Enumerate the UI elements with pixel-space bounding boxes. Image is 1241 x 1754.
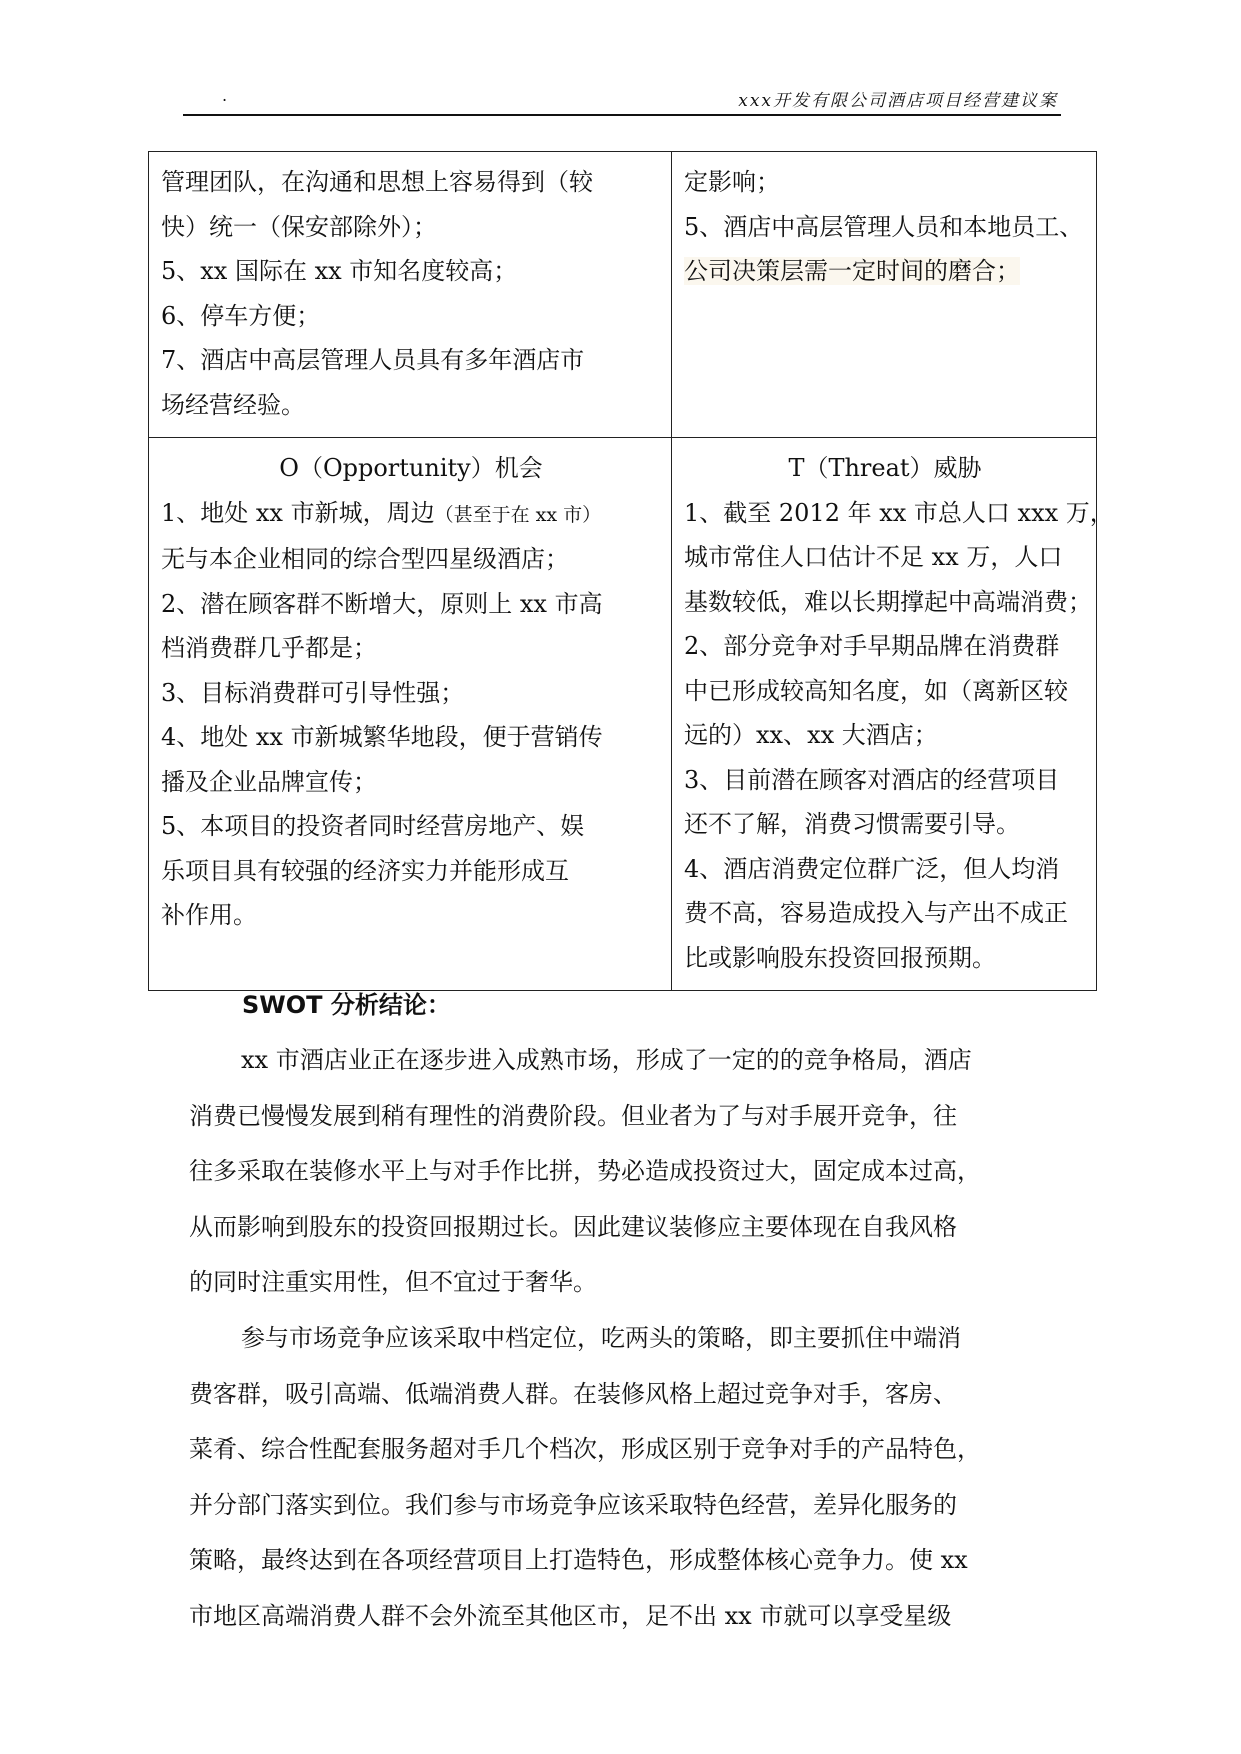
document-header-title: xxx开发有限公司酒店项目经营建议案 [738,91,1058,111]
paragraph-line: 往多采取在装修水平上与对手作比拼，势必造成投资过大，固定成本过高， [189,1157,981,1186]
strength-line: 5、xx 国际在 xx 市知名度较高； [161,257,518,285]
threat-line: 4、酒店消费定位群广泛，但人均消 [684,854,1060,883]
swot-table [148,151,1114,991]
weakness-line: 5、酒店中高层管理人员和本地员工、 [684,212,1084,241]
threat-line: 费不高，容易造成投入与产出不成正 [684,899,1068,927]
threat-line: 3、目前潜在顾客对酒店的经营项目 [684,765,1060,794]
opportunity-line: 2、潜在顾客群不断增大，原则上 xx 市高 [161,589,603,618]
opportunity-heading: O（Opportunity）机会 [279,454,543,482]
paragraph-line: 菜肴、综合性配套服务超对手几个档次，形成区别于竞争对手的产品特色， [189,1435,981,1464]
paragraph-line: 费客群，吸引高端、低端消费人群。在装修风格上超过竞争对手，客房、 [189,1379,957,1408]
opportunity-line-main: 1、地处 xx 市新城，周边 [161,498,435,527]
threat-line: 远的）xx、xx 大酒店； [684,721,938,749]
paragraph-line: 从而影响到股东的投资回报期过长。因此建议装修应主要体现在自我风格 [189,1212,957,1241]
threat-line: 还不了解，消费习惯需要引导。 [684,810,1020,838]
opportunity-line: 无与本企业相同的综合型四星级酒店； [161,545,569,573]
strength-line: 6、停车方便； [161,301,321,330]
swot-row-opportunities-threats [149,438,1097,991]
opportunity-line: 4、地处 xx 市新城繁华地段，便于营销传 [161,723,603,751]
weakness-line: 定影响； [684,168,780,196]
weakness-line [684,249,1086,294]
threat-line: 城市常住人口估计不足 xx 万，人口 [684,543,1063,571]
paragraph-line: 策略，最终达到在各项经营项目上打造特色，形成整体核心竞争力。使 xx [189,1546,968,1575]
opportunity-line [161,491,661,538]
paragraph-line: 市地区高端消费人群不会外流至其他区市，足不出 xx 市就可以享受星级 [189,1601,952,1630]
opportunities-cell [149,438,672,991]
threat-line: 2、部分竞争对手早期品牌在消费群 [684,632,1060,660]
strength-line: 场经营经验。 [161,390,305,419]
header-dot: . [222,86,228,105]
paragraph-line: xx 市酒店业正在逐步进入成熟市场，形成了一定的的竞争格局，酒店 [241,1046,972,1074]
strength-line: 管理团队，在沟通和思想上容易得到（较 [161,168,593,196]
opportunity-line: 播及企业品牌宣传； [161,767,377,796]
weakness-line-text: 公司决策层需一定时间的磨合； [684,257,1020,285]
threat-line: 中已形成较高知名度，如（离新区较 [684,676,1068,705]
swot-row-strengths-weaknesses [149,152,1097,438]
paragraph-line: 消费已慢慢发展到稍有理性的消费阶段。但业者为了与对手展开竞争，往 [189,1101,957,1130]
paragraph-line: 参与市场竞争应该采取中档定位，吃两头的策略，即主要抓住中端消 [241,1324,961,1352]
header-divider [183,114,1061,116]
strengths-cell [149,152,672,438]
conclusion-paragraph-2 [189,1311,1059,1645]
opportunity-line: 3、目标消费群可引导性强； [161,678,465,707]
paragraph-line: 的同时注重实用性，但不宜过于奢华。 [189,1268,597,1297]
weaknesses-cell [672,152,1097,438]
opportunity-line-note: （甚至于在 xx 市） [434,503,602,526]
strength-line: 快）统一（保安部除外）； [161,212,437,241]
opportunity-line: 补作用。 [161,901,257,929]
threat-line: 比或影响股东投资回报预期。 [684,943,996,972]
threat-line: 1、截至 2012 年 xx 市总人口 xxx 万， [684,498,1114,527]
opportunity-line: 档消费群几乎都是； [161,634,377,662]
strength-line: 7、酒店中高层管理人员具有多年酒店市 [161,346,585,374]
opportunity-line: 5、本项目的投资者同时经营房地产、娱 [161,812,585,840]
threats-cell [672,438,1114,991]
opportunity-line: 乐项目具有较强的经济实力并能形成互 [161,856,569,885]
threat-heading: T（Threat）威胁 [788,454,982,482]
conclusion-paragraph-1 [189,1033,1059,1311]
threat-line: 基数较低，难以长期撑起中高端消费； [684,587,1092,616]
paragraph-line: 并分部门落实到位。我们参与市场竞争应该采取特色经营，差异化服务的 [189,1490,957,1519]
swot-conclusion-heading: SWOT 分析结论： [242,991,451,1019]
